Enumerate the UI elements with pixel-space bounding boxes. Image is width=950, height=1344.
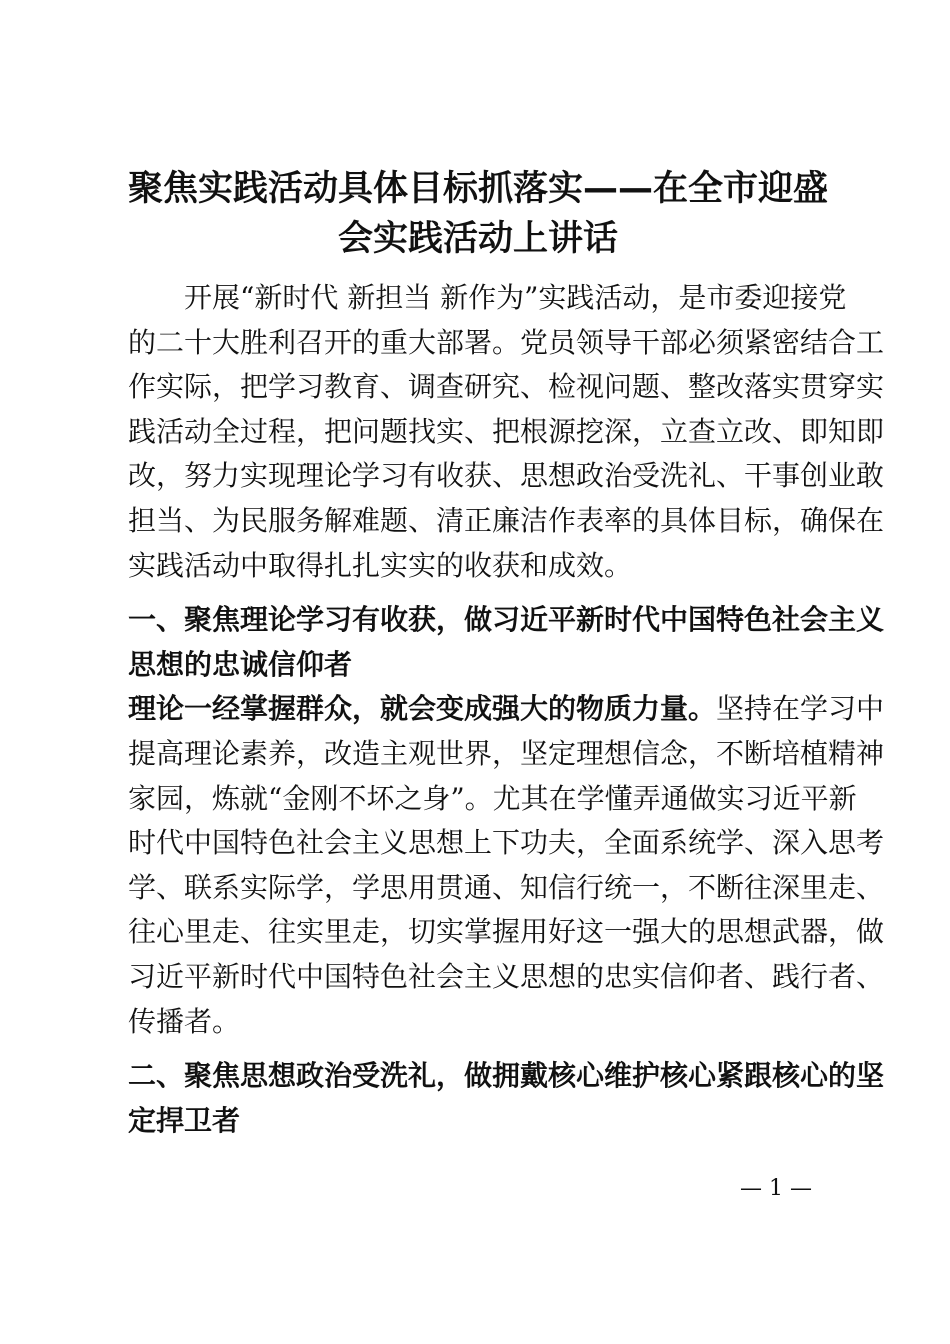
section-1-paragraph [128, 687, 885, 1044]
text-line: 开展“新时代 新担当 新作为”实践活动，是市委迎接党 [128, 281, 847, 314]
section-heading-1 [128, 598, 885, 687]
text-line: 传播者。 [128, 1004, 241, 1038]
text-line [128, 687, 885, 732]
text-line: 往心里走、往实里走，切实掌握用好这一强大的思想武器，做 [128, 915, 885, 949]
document-body [128, 276, 885, 1143]
text-line: 提高理论素养，改造主观世界，坚定理想信念，不断培植精神 [128, 736, 885, 770]
text-line: 实践活动中取得扎扎实实的收获和成效。 [128, 548, 633, 582]
text-line: 学、联系实际学，学思用贯通、知信行统一，不断往深里走、 [128, 870, 885, 904]
title-line: 聚焦实践活动具体目标抓落实——在全市迎盛 [127, 169, 828, 209]
intro-paragraph [128, 276, 885, 588]
heading-line: 一、聚焦理论学习有收获，做习近平新时代中国特色社会主义 [128, 603, 885, 637]
heading-line: 思想的忠诚信仰者 [128, 647, 353, 681]
lead-sentence-bold: 理论一经掌握群众，就会变成强大的物质力量。 [128, 692, 717, 726]
text-line: 担当、为民服务解难题、清正廉洁作表率的具体目标，确保在 [128, 503, 885, 537]
text-line: 践活动全过程，把问题找实、把根源挖深，立查立改、即知即 [128, 414, 885, 448]
text-line: 家园，炼就“金刚不坏之身”。尤其在学懂弄通做实习近平新 [128, 781, 857, 815]
text-line: 作实际，把学习教育、调查研究、检视问题、整改落实贯穿实 [128, 370, 885, 404]
heading-line: 定捍卫者 [128, 1103, 241, 1137]
section-heading-2 [128, 1054, 885, 1143]
text-line: 习近平新时代中国特色社会主义思想的忠实信仰者、践行者、 [128, 959, 885, 993]
text-line: 的二十大胜利召开的重大部署。党员领导干部必须紧密结合工 [128, 325, 885, 359]
document-title [120, 164, 836, 264]
text-line: 改，努力实现理论学习有收获、思想政治受洗礼、干事创业敢 [128, 459, 885, 493]
heading-line: 二、聚焦思想政治受洗礼，做拥戴核心维护核心紧跟核心的坚 [128, 1059, 885, 1093]
page-number: — 1 — [740, 1176, 812, 1201]
lead-rest: 坚持在学习中 [716, 692, 885, 726]
title-line: 会实践活动上讲话 [337, 219, 618, 259]
text-line: 时代中国特色社会主义思想上下功夫，全面系统学、深入思考 [128, 826, 885, 860]
